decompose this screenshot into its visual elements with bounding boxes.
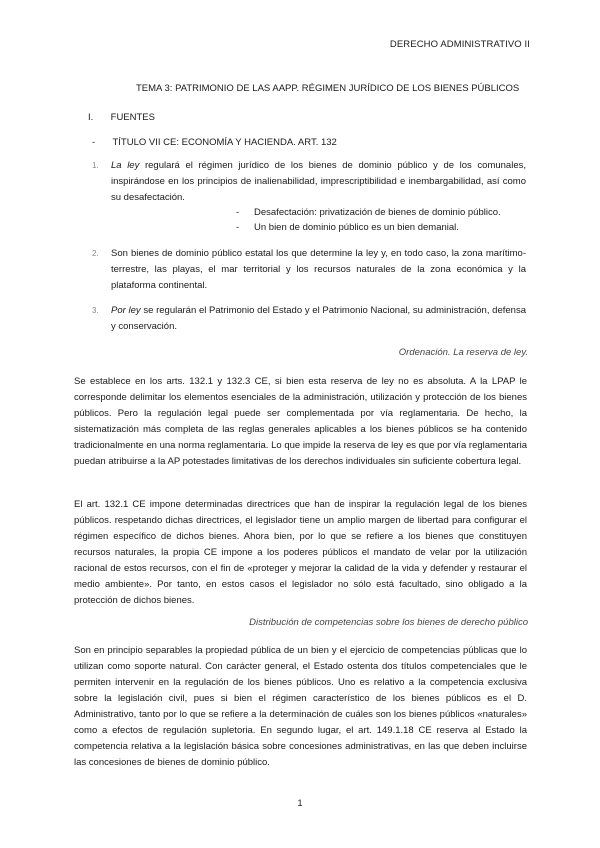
list-item-text: Son bienes de dominio público estatal los que determine la ley y, en todo caso, la zona marítimo-terrestre, las playas, el mar territorial y los recursos naturales de la zona económica y la plataforma continental.	[111, 248, 526, 291]
section-number: I.	[88, 112, 94, 123]
caption-distribucion: Distribución de competencias sobre los bienes de derecho público	[249, 617, 528, 628]
section-label: FUENTES	[110, 112, 155, 123]
list-item-lead: Por ley	[111, 305, 141, 316]
subheading	[92, 137, 337, 148]
list-item-text: regulará el régimen jurídico de los bienes de dominio público y de los comunales, inspirándose en los principios de inalienabilidad, imprescriptibilidad e inembargabilidad, así como su desafectación.	[111, 160, 526, 203]
list-item-lead: La ley	[111, 160, 140, 171]
section-heading	[88, 112, 155, 123]
paragraph: Son en principio separables la propiedad pública de un bien y el ejercicio de competencias públicas que lo utilizan como soporte natural. Con carácter general, el Estado ostenta dos títulos competenciales que le permiten intervenir en la regulación de los bienes públicos. Uno es relativo a la competencia exclusiva sobre la legislación civil, pues si bien el régimen característico de los bienes públicos es el D. Administrativo, tanto por lo que se refiere a la determinación de cuáles son los bienes públicos «naturales» como a efectos de regulación supletoria. En segundo lugar, el art. 149.1.18 CE reserva al Estado la competencia relativa a la legislación básica sobre concesiones administrativas, en las que deben incluirse las concesiones de bienes de dominio público.	[74, 645, 527, 768]
list-item-number: 2.	[92, 249, 99, 258]
list-item	[92, 246, 526, 294]
paragraph: El art. 132.1 CE impone determinadas directrices que han de inspirar la regulación legal de los bienes públicos. respetando dichas directrices, el legislador tiene un amplio margen de libertad para configurar el régimen específico de dichos bienes. Ahora bien, por lo que se refiere a los bienes que constituyen recursos naturales, la propia CE impone a los poderes públicos el mandato de velar por la utilización racional de estos recursos, con el fin de «proteger y mejorar la calidad de la vida y defender y restaurar el medio ambiente». Por tanto, en estos casos el legislador no sólo está facultado, sino obligado a la protección de dichos bienes.	[74, 499, 527, 606]
list-item-number: 3.	[92, 306, 99, 315]
list-item-number: 1.	[92, 161, 99, 170]
bullet-item: - Un bien de dominio público es un bien demanial.	[236, 222, 459, 233]
page-number: 1	[297, 798, 303, 808]
bullet-item: - Desafectación: privatización de bienes de dominio público.	[236, 207, 501, 218]
running-header: DERECHO ADMINISTRATIVO II	[389, 39, 530, 50]
list-item	[92, 303, 526, 335]
chapter-title: TEMA 3: PATRIMONIO DE LAS AAPP. RÉGIMEN JURÍDICO DE LOS BIENES PÚBLICOS	[136, 83, 520, 94]
subheading-dash: -	[92, 137, 96, 148]
bullet-text: Un bien de dominio público es un bien demanial.	[254, 222, 459, 233]
subheading-label: TÍTULO VII CE: ECONOMÍA Y HACIENDA. ART. 132	[112, 137, 337, 148]
list-item-text: se regularán el Patrimonio del Estado y el Patrimonio Nacional, su administración, defensa y conservación.	[111, 305, 526, 332]
bullet-text: Desafectación: privatización de bienes de dominio público.	[254, 207, 501, 218]
paragraph: Se establece en los arts. 132.1 y 132.3 CE, si bien esta reserva de ley no es absoluta. A la LPAP le corresponde delimitar los elementos esenciales de la administración, utilización y protección de los bienes públicos. Pero la regulación legal puede ser complementada por vía reglamentaria. De hecho, la sistematización más completa de las reglas generales aplicables a los bienes públicos se ha contenido tradicionalmente en una norma reglamentaria. Lo que impide la reserva de ley es que por vía reglamentaria puedan atribuirse a la AP potestades limitativas de los derechos individuales sin suficiente cobertura legal.	[74, 376, 527, 467]
caption-ordenacion: Ordenación. La reserva de ley.	[398, 347, 528, 358]
list-item	[92, 158, 526, 206]
